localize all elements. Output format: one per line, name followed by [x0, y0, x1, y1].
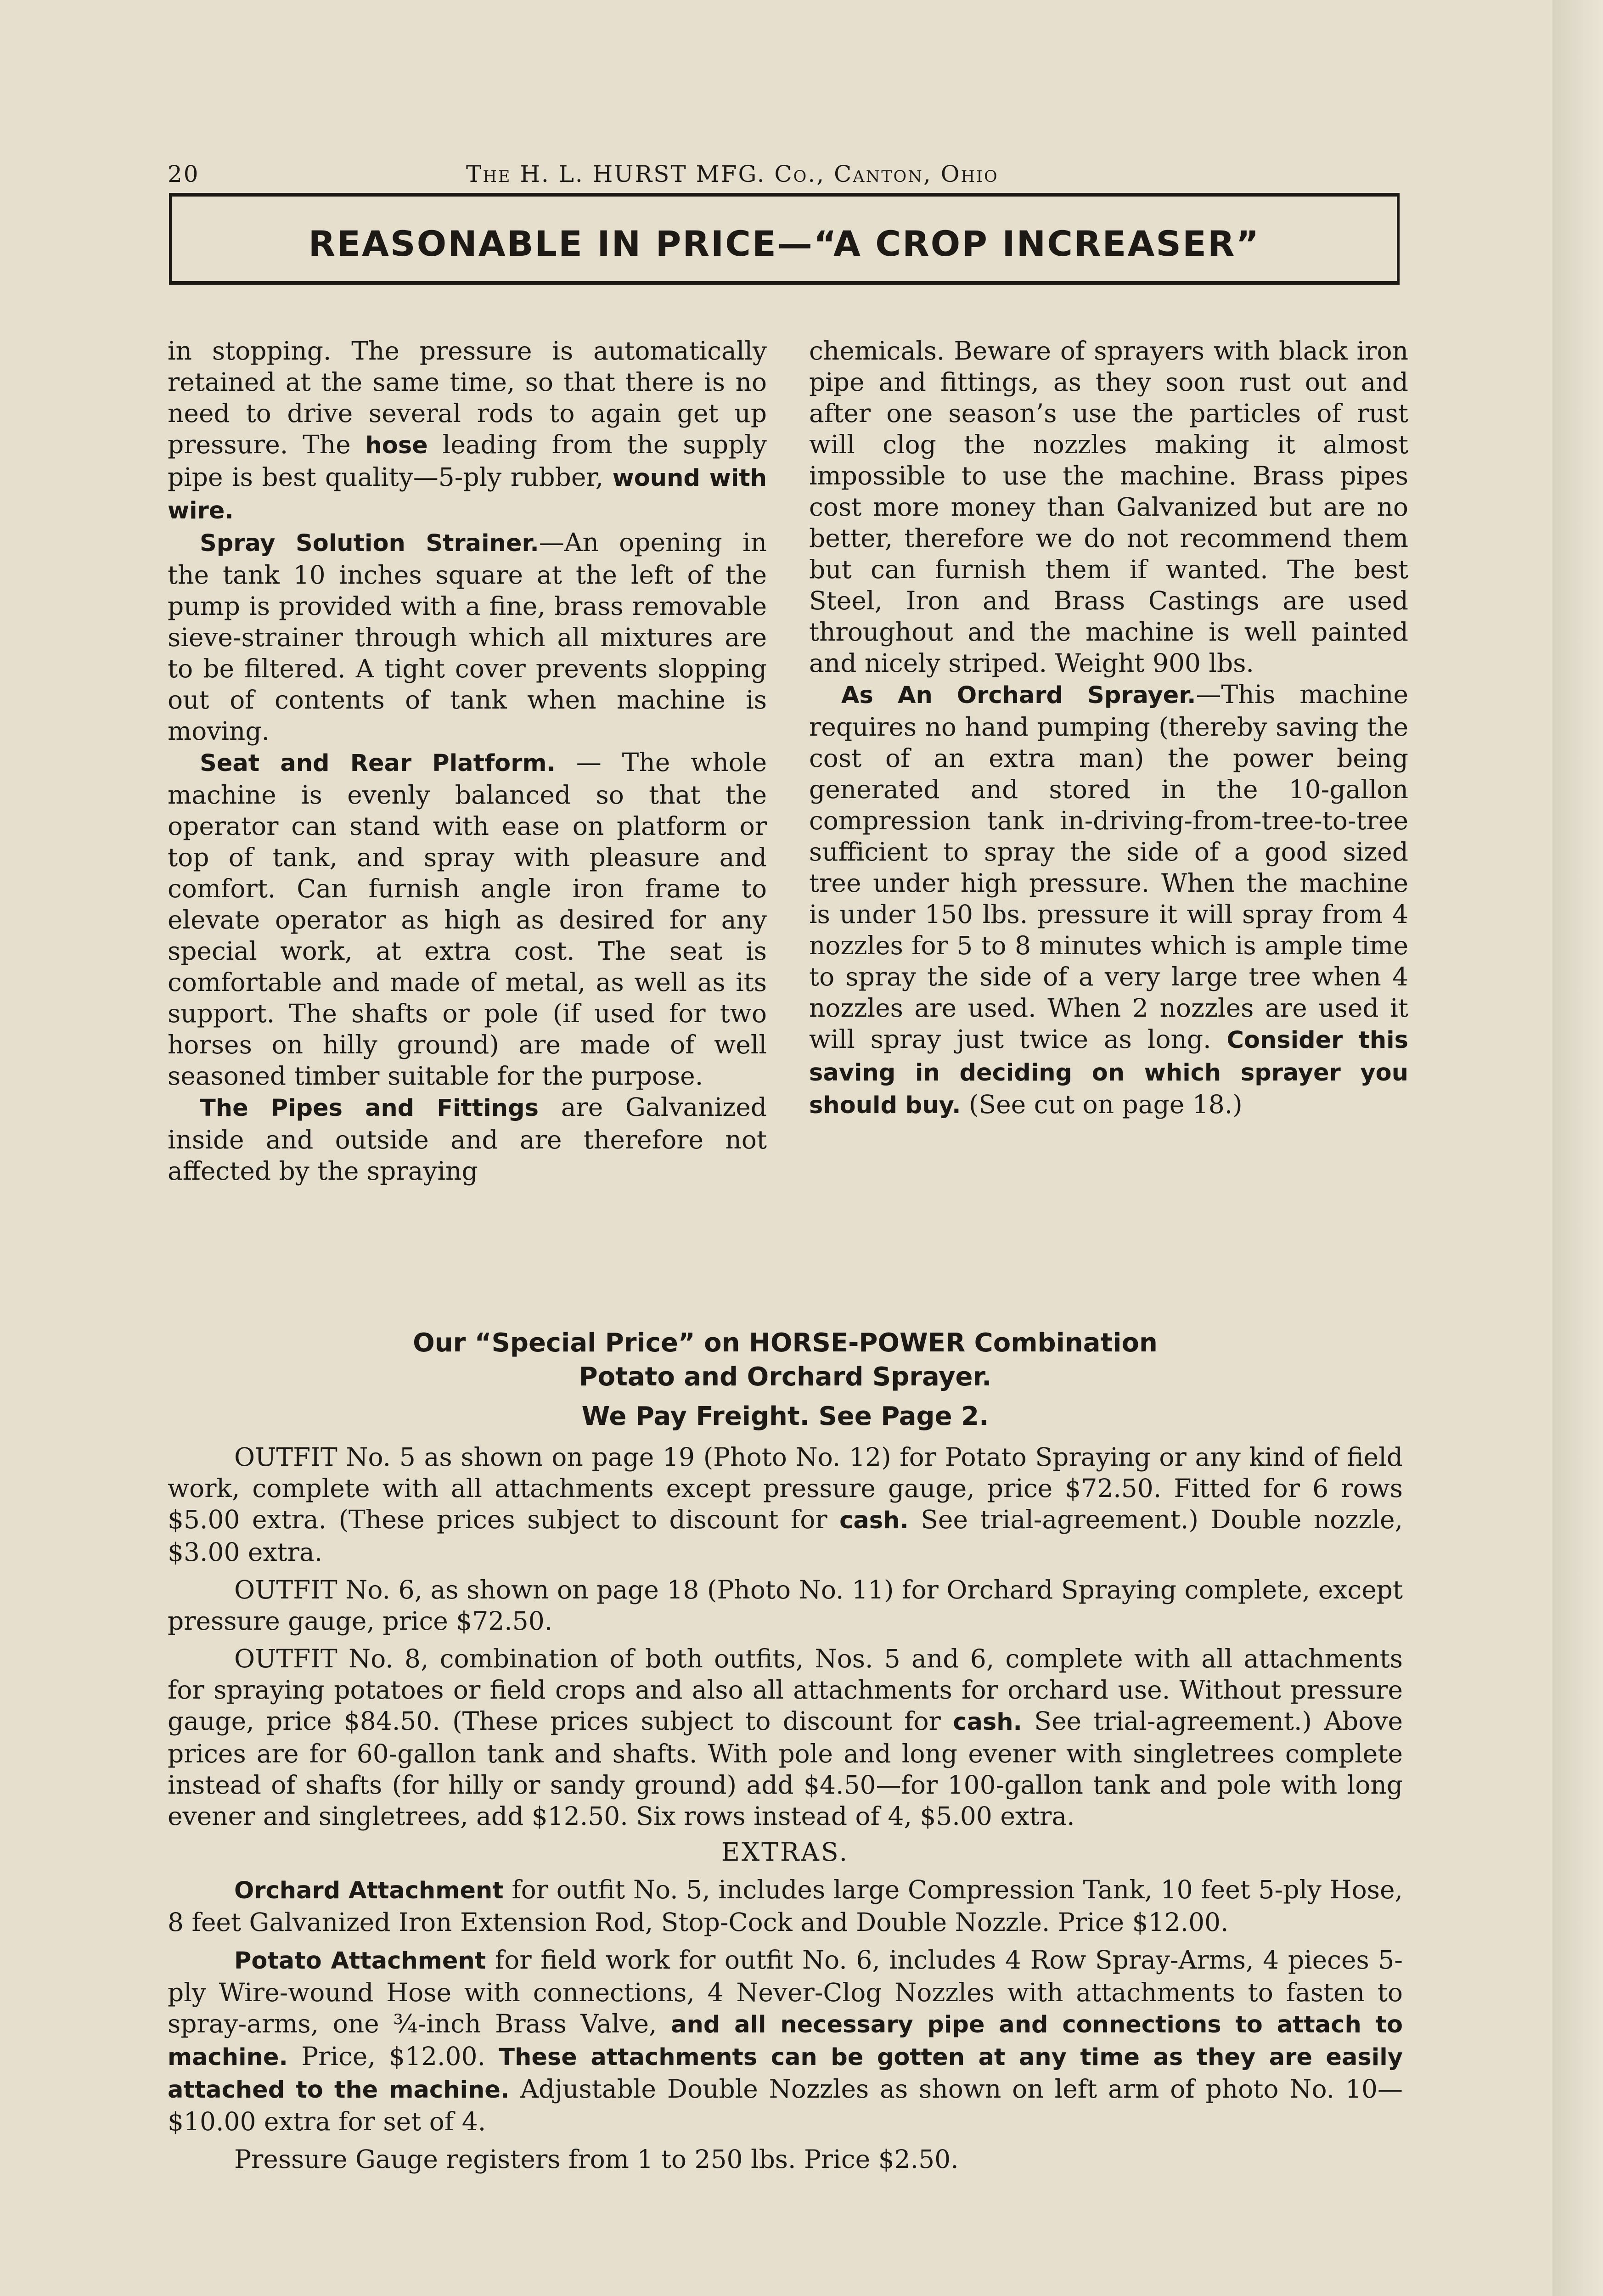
bold-run: hose	[365, 432, 428, 459]
freight-heading: We Pay Freight. See Page 2.	[581, 1401, 989, 1431]
extras-heading: EXTRAS.	[721, 1837, 849, 1867]
running-header	[168, 156, 1401, 193]
text-run: (See cut on page 18.)	[961, 1090, 1243, 1119]
text-run: — The whole machine is evenly balanced so that the operator can stand with ease on platform or top of tank, and spray with pleasure and comfort. Can furnish angle iron frame to elevate operator as high as desired for any special work, at extra cost. The seat is comfortable and made of metal, as well as its support. The shafts or pole (if used for two horses on hilly ground) are made of well seasoned timber suitable for the purpose.	[168, 748, 767, 1091]
text-run: Price, $12.00.	[287, 2042, 499, 2071]
bold-run: As An Orchard Sprayer.	[841, 682, 1196, 709]
page-number: 20	[168, 161, 200, 187]
price-section	[168, 1325, 1403, 2175]
text-run: See trial-agreement.) Double nozzle, $3.00 extra.	[168, 1505, 1403, 1567]
page-title: REASONABLE IN PRICE—“A CROP INCREASER”	[308, 223, 1260, 264]
extras-list	[168, 1874, 1403, 2175]
outfits-paragraph	[168, 1643, 1403, 1832]
text-run: chemicals. Beware of sprayers with black iron pipe and fittings, as they soon rust out and after one season’s use the particles of rust will clog the nozzles making it almost impossible to use the machine. Brass pipes cost more money than Galvanized but are no better, therefore we do not recommend them but can furnish them if wanted. The best Steel, Iron and Brass Castings are used throughout and the machine is well painted and nicely striped. Weight 900 lbs.	[809, 336, 1408, 678]
text-run: leading from the supply pipe is best quality—5-ply rubber,	[168, 430, 767, 492]
text-run: OUTFIT No. 6, as shown on page 18 (Photo No. 11) for Orchard Spraying complete, except pressure gauge, price $72.50.	[168, 1575, 1403, 1636]
left-column-paragraph	[168, 747, 767, 1092]
bold-run: wound with wire.	[168, 465, 767, 524]
bold-run: The Pipes and Fittings	[200, 1095, 539, 1122]
bold-run: Spray Solution Strainer.	[200, 530, 539, 557]
text-run: OUTFIT No. 5 as shown on page 19 (Photo No. 12) for Potato Spraying or any kind of field work, complete with all attachments except pressure gauge, price $72.50. Fitted for 6 rows $5.00 extra. (These prices subject to discount for	[168, 1442, 1403, 1534]
title-box	[169, 193, 1400, 285]
bold-run: Seat and Rear Platform.	[200, 750, 556, 777]
text-run: for field work for outfit No. 6, includes 4 Row Spray-Arms, 4 pieces 5-ply Wire-wound Hose with connections, 4 Never-Clog Nozzles with attachments to fasten to spray-arms, one ¾-inch Brass Valve,	[168, 1945, 1403, 2038]
right-column	[809, 335, 1408, 1121]
bold-run: cash.	[839, 1507, 909, 1534]
text-run: Adjustable Double Nozzles as shown on left arm of photo No. 10—$10.00 extra for set of 4.	[168, 2074, 1403, 2136]
text-run: See trial-agreement.) Above prices are for 60-gallon tank and shafts. With pole and long evener with singletrees complete instead of shafts (for hilly or sandy ground) add $4.50—for 100-gallon tank and pole with long evener and singletrees, add $12.50. Six rows instead of 4, $5.00 extra.	[168, 1706, 1403, 1831]
bold-run: Orchard Attachment	[234, 1877, 504, 1904]
bold-run: These attachments can be gotten at any time as they are easily attached to the machine.	[168, 2044, 1403, 2104]
bold-run: Potato Attachment	[234, 1947, 486, 1975]
text-run: OUTFIT No. 8, combination of both outfits, Nos. 5 and 6, complete with all attachments for spraying potatoes or field crops and also all attachments for orchard use. Without pressure gauge, price $84.50. (These prices subject to discount for	[168, 1644, 1403, 1736]
bold-run: and all necessary pipe and connections to attach to machine.	[168, 2011, 1403, 2071]
running-title: The H. L. HURST MFG. Co., Canton, Ohio	[466, 161, 999, 187]
left-column	[168, 335, 767, 1187]
left-column-paragraph	[168, 335, 767, 527]
special-price-heading-line2: Potato and Orchard Sprayer.	[579, 1362, 992, 1392]
text-run: —An opening in the tank 10 inches square at the left of the pump is provided with a fine, brass removable sieve-strainer through which all mixtures are to be filtered. A tight cover prevents slopping out of contents of tank when machine is moving.	[168, 528, 767, 746]
text-run: are Galvanized inside and outside and are therefore not affected by the spraying	[168, 1092, 767, 1186]
left-column-paragraph	[168, 1092, 767, 1187]
extras-paragraph	[168, 1944, 1403, 2137]
outfits-paragraph	[168, 1441, 1403, 1568]
bold-run: cash.	[953, 1709, 1022, 1736]
special-price-heading-line1: Our “Special Price” on HORSE-POWER Combination	[413, 1328, 1158, 1358]
text-run: —This machine requires no hand pumping (thereby saving the cost of an extra man) the power being generated and stored in the 10-gallon compression tank in-driving-from-tree-to-tree sufficient to spray the side of a good sized tree under high pressure. When the machine is under 150 lbs. pressure it will spray from 4 nozzles for 5 to 8 minutes which is ample time to spray the side of a very large tree when 4 nozzles are used. When 2 nozzles are used it will spray just twice as long.	[809, 680, 1409, 1054]
page-edge-shadow	[1552, 0, 1603, 2296]
bold-run: Consider this saving in deciding on which sprayer you should buy.	[809, 1027, 1409, 1119]
extras-paragraph	[168, 2144, 1403, 2175]
outfits-paragraph	[168, 1574, 1403, 1637]
extras-paragraph	[168, 1874, 1403, 1938]
right-column-paragraph	[809, 679, 1408, 1121]
text-run: for outfit No. 5, includes large Compression Tank, 10 feet 5-ply Hose, 8 feet Galvanized Iron Extension Rod, Stop-Cock and Double Nozzle. Price $12.00.	[168, 1875, 1403, 1937]
text-run: Pressure Gauge registers from 1 to 250 lbs. Price $2.50.	[234, 2144, 959, 2174]
text-run: in stopping. The pressure is automatically retained at the same time, so that there is no need to drive several rods to again get up pressure. The	[168, 336, 767, 459]
left-column-paragraph	[168, 527, 767, 747]
right-column-paragraph	[809, 335, 1408, 679]
outfits-list	[168, 1441, 1403, 1832]
